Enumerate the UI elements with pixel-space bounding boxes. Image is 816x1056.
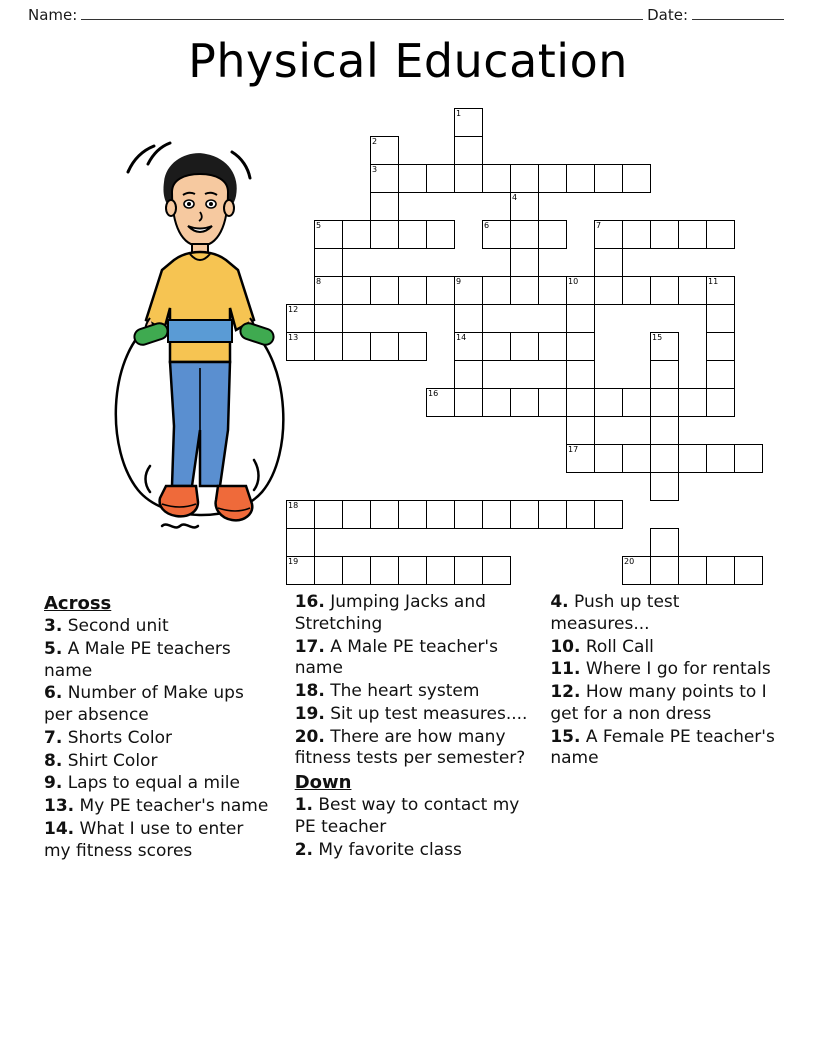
crossword-cell[interactable] — [622, 276, 651, 305]
clue-text: The heart system — [330, 681, 480, 701]
crossword-cell[interactable] — [538, 500, 567, 529]
crossword-cell[interactable] — [370, 332, 399, 361]
crossword-cell[interactable] — [706, 304, 735, 333]
crossword-cell[interactable] — [286, 332, 315, 361]
crossword-cell[interactable] — [538, 332, 567, 361]
clue-text: A Female PE teacher's name — [550, 726, 775, 769]
crossword-cell[interactable] — [650, 332, 679, 361]
crossword-cell[interactable] — [482, 164, 511, 193]
crossword-cell[interactable] — [426, 164, 455, 193]
crossword-cell[interactable] — [622, 388, 651, 417]
clue-item — [295, 637, 529, 681]
clue-text: What I use to enter my fitness scores — [44, 818, 244, 861]
clue-text: A Male PE teachers name — [44, 638, 231, 681]
crossword-cell[interactable] — [426, 388, 455, 417]
crossword-cell[interactable] — [510, 332, 539, 361]
crossword-cell[interactable] — [650, 388, 679, 417]
crossword-cell[interactable] — [566, 500, 595, 529]
clue-item — [44, 751, 273, 773]
cell-number: 15 — [652, 333, 663, 342]
clue-text: Laps to equal a mile — [67, 773, 240, 794]
crossword-cell[interactable] — [594, 248, 623, 277]
clue-text: Shorts Color — [67, 727, 172, 748]
crossword-cell[interactable] — [342, 276, 371, 305]
crossword-cell[interactable] — [454, 304, 483, 333]
cell-number: 2 — [372, 137, 378, 146]
crossword-cell[interactable] — [370, 164, 399, 193]
crossword-cell[interactable] — [650, 556, 679, 585]
crossword-cell[interactable] — [398, 220, 427, 249]
crossword-cell[interactable] — [678, 444, 707, 473]
crossword-cell[interactable] — [314, 248, 343, 277]
crossword-cell[interactable] — [510, 276, 539, 305]
cell-number: 6 — [484, 221, 490, 230]
clue-item — [44, 616, 273, 638]
clue-item — [295, 727, 529, 771]
crossword-cell[interactable] — [314, 304, 343, 333]
clue-number: 5. — [44, 638, 63, 659]
clue-number: 15. — [550, 726, 581, 747]
clue-number: 10. — [550, 636, 581, 657]
name-input-line[interactable] — [81, 7, 643, 20]
crossword-cell[interactable] — [454, 332, 483, 361]
clue-column-2 — [295, 592, 529, 972]
crossword-cell[interactable] — [482, 556, 511, 585]
cell-number: 4 — [512, 193, 518, 202]
clue-text: My PE teacher's name — [79, 796, 269, 817]
crossword-cell[interactable] — [342, 500, 371, 529]
clue-text: There are how many fitness tests per semester? — [294, 726, 526, 769]
crossword-cell[interactable] — [706, 556, 735, 585]
clue-column-1 — [44, 592, 273, 972]
crossword-cell[interactable] — [594, 276, 623, 305]
crossword-cell[interactable] — [454, 108, 483, 137]
clue-item — [44, 796, 273, 818]
crossword-cell[interactable] — [314, 220, 343, 249]
crossword-cell[interactable] — [510, 220, 539, 249]
clue-item — [295, 681, 529, 703]
crossword-cell[interactable] — [454, 136, 483, 165]
clue-text: A Male PE teacher's name — [294, 636, 498, 679]
clue-number: 18. — [294, 681, 325, 701]
crossword-cell[interactable] — [566, 332, 595, 361]
crossword-cell[interactable] — [594, 164, 623, 193]
crossword-cell[interactable] — [734, 556, 763, 585]
clue-number: 14. — [44, 818, 75, 839]
crossword-cell[interactable] — [650, 360, 679, 389]
clue-item — [295, 795, 529, 839]
clue-number: 19. — [294, 703, 325, 724]
clue-item — [550, 592, 784, 636]
clue-column-3 — [550, 592, 784, 972]
crossword-cell[interactable] — [678, 556, 707, 585]
crossword-cell[interactable] — [342, 220, 371, 249]
cell-number: 14 — [456, 333, 467, 342]
crossword-cell[interactable] — [706, 444, 735, 473]
clue-number: 3. — [44, 616, 63, 637]
cell-number: 20 — [624, 557, 635, 566]
clue-text: Shirt Color — [67, 750, 158, 771]
crossword-cell[interactable] — [314, 332, 343, 361]
crossword-cell[interactable] — [286, 304, 315, 333]
crossword-cell[interactable] — [650, 444, 679, 473]
crossword-cell[interactable] — [370, 276, 399, 305]
crossword-cell[interactable] — [482, 276, 511, 305]
cell-number: 11 — [708, 277, 719, 286]
crossword-cell[interactable] — [370, 500, 399, 529]
date-input-line[interactable] — [692, 7, 784, 20]
crossword-cell[interactable] — [454, 556, 483, 585]
cell-number: 3 — [372, 165, 378, 174]
crossword-cell[interactable] — [650, 472, 679, 501]
crossword-cell[interactable] — [454, 500, 483, 529]
crossword-cell[interactable] — [706, 276, 735, 305]
crossword-cell[interactable] — [398, 556, 427, 585]
cell-number: 13 — [288, 333, 299, 342]
clue-number: 11. — [550, 659, 581, 680]
crossword-cell[interactable] — [314, 276, 343, 305]
crossword-cell[interactable] — [706, 220, 735, 249]
clue-number: 7. — [44, 727, 63, 748]
crossword-cell[interactable] — [622, 164, 651, 193]
crossword-cell[interactable] — [342, 332, 371, 361]
crossword-cell[interactable] — [566, 164, 595, 193]
clue-number: 12. — [550, 682, 581, 702]
cell-number: 7 — [596, 221, 602, 230]
crossword-cell[interactable] — [538, 388, 567, 417]
cell-number: 18 — [288, 501, 299, 510]
clue-number: 16. — [294, 592, 325, 612]
across-heading: Across — [44, 593, 112, 614]
clue-text: Roll Call — [585, 636, 654, 657]
crossword-cell[interactable] — [286, 556, 315, 585]
crossword-cell[interactable] — [426, 220, 455, 249]
clue-item — [44, 773, 273, 795]
crossword-cell[interactable] — [566, 304, 595, 333]
clue-item — [295, 704, 529, 726]
crossword-cell[interactable] — [594, 444, 623, 473]
crossword-cell[interactable] — [426, 500, 455, 529]
clue-item — [550, 682, 784, 726]
crossword-cell[interactable] — [370, 220, 399, 249]
crossword-cell[interactable] — [454, 276, 483, 305]
clue-text: Sit up test measures.... — [330, 703, 528, 724]
cell-number: 12 — [288, 305, 299, 314]
clue-text: My favorite class — [318, 839, 462, 860]
cell-number: 9 — [456, 277, 462, 286]
cell-number: 8 — [316, 277, 322, 286]
crossword-cell[interactable] — [650, 416, 679, 445]
cell-number: 17 — [568, 445, 579, 454]
crossword-cell[interactable] — [594, 388, 623, 417]
crossword-cell[interactable] — [482, 332, 511, 361]
crossword-cell[interactable] — [426, 556, 455, 585]
crossword-cell[interactable] — [566, 416, 595, 445]
crossword-cell[interactable] — [566, 360, 595, 389]
crossword-cell[interactable] — [538, 220, 567, 249]
crossword-cell[interactable] — [398, 500, 427, 529]
clue-item — [295, 592, 529, 636]
crossword-cell[interactable] — [510, 192, 539, 221]
crossword-cell[interactable] — [398, 164, 427, 193]
crossword-cell[interactable] — [314, 556, 343, 585]
crossword-cell[interactable] — [538, 164, 567, 193]
clue-item — [44, 683, 273, 727]
header-fields — [28, 6, 788, 24]
clue-text: Jumping Jacks and Stretching — [294, 592, 486, 634]
down-heading: Down — [294, 772, 352, 793]
cell-number: 19 — [288, 557, 299, 566]
crossword-cell[interactable] — [342, 556, 371, 585]
crossword-cell[interactable] — [566, 444, 595, 473]
crossword-cell[interactable] — [510, 500, 539, 529]
crossword-cell[interactable] — [482, 220, 511, 249]
clue-number: 8. — [44, 750, 63, 771]
crossword-cell[interactable] — [678, 388, 707, 417]
crossword-cell[interactable] — [314, 500, 343, 529]
clue-number: 6. — [44, 683, 63, 704]
clue-text: Second unit — [67, 616, 169, 637]
cell-number: 5 — [316, 221, 322, 230]
crossword-cell[interactable] — [286, 528, 315, 557]
crossword-cell[interactable] — [566, 276, 595, 305]
cell-number: 16 — [428, 389, 439, 398]
clue-text: Number of Make ups per absence — [44, 683, 244, 726]
clue-item — [44, 728, 273, 750]
clue-number: 4. — [550, 592, 569, 612]
clue-item — [44, 639, 273, 683]
clue-text: How many points to I get for a non dress — [550, 682, 767, 724]
crossword-cell[interactable] — [594, 220, 623, 249]
clue-item — [44, 819, 273, 863]
crossword-cell[interactable] — [706, 360, 735, 389]
crossword-cell[interactable] — [678, 220, 707, 249]
crossword-cell[interactable] — [510, 388, 539, 417]
clue-text: Best way to contact my PE teacher — [294, 795, 520, 837]
clue-text: Push up test measures... — [550, 592, 680, 634]
crossword-cell[interactable] — [706, 332, 735, 361]
page-title: Physical Education — [188, 34, 628, 88]
crossword-cell[interactable] — [286, 500, 315, 529]
crossword-cell[interactable] — [482, 388, 511, 417]
crossword-cell[interactable] — [426, 276, 455, 305]
crossword-cell[interactable] — [566, 388, 595, 417]
crossword-cell[interactable] — [622, 444, 651, 473]
clue-item — [295, 840, 529, 862]
clue-columns — [44, 592, 784, 972]
clue-number: 13. — [44, 796, 75, 817]
crossword-cell[interactable] — [370, 136, 399, 165]
name-label: Name: — [28, 6, 78, 24]
crossword-cell[interactable] — [398, 332, 427, 361]
crossword-cell[interactable] — [594, 500, 623, 529]
crossword-cell[interactable] — [650, 276, 679, 305]
crossword-cell[interactable] — [454, 388, 483, 417]
crossword-cell[interactable] — [706, 388, 735, 417]
crossword-cell[interactable] — [734, 444, 763, 473]
cell-number: 10 — [568, 277, 579, 286]
crossword-cell[interactable] — [678, 276, 707, 305]
boy-jumping-rope-illustration — [104, 130, 304, 550]
clue-item — [550, 659, 784, 681]
clue-number: 20. — [294, 726, 325, 747]
crossword-cell[interactable] — [538, 276, 567, 305]
crossword-cell[interactable] — [510, 248, 539, 277]
clue-text: Where I go for rentals — [585, 659, 771, 680]
crossword-cell[interactable] — [398, 276, 427, 305]
crossword-cell[interactable] — [622, 220, 651, 249]
crossword-grid[interactable] — [286, 108, 786, 566]
clue-item — [550, 727, 784, 771]
crossword-cell[interactable] — [454, 164, 483, 193]
date-label: Date: — [647, 6, 688, 24]
clue-number: 2. — [294, 839, 313, 860]
clue-number: 9. — [44, 773, 63, 794]
crossword-cell[interactable] — [510, 164, 539, 193]
cell-number: 1 — [456, 109, 462, 118]
crossword-cell[interactable] — [622, 556, 651, 585]
crossword-cell[interactable] — [650, 220, 679, 249]
crossword-cell[interactable] — [482, 500, 511, 529]
clue-item — [550, 637, 784, 659]
crossword-cell[interactable] — [454, 360, 483, 389]
clue-number: 17. — [294, 636, 325, 657]
crossword-cell[interactable] — [650, 528, 679, 557]
clue-number: 1. — [294, 795, 313, 816]
crossword-cell[interactable] — [370, 192, 399, 221]
crossword-cell[interactable] — [370, 556, 399, 585]
